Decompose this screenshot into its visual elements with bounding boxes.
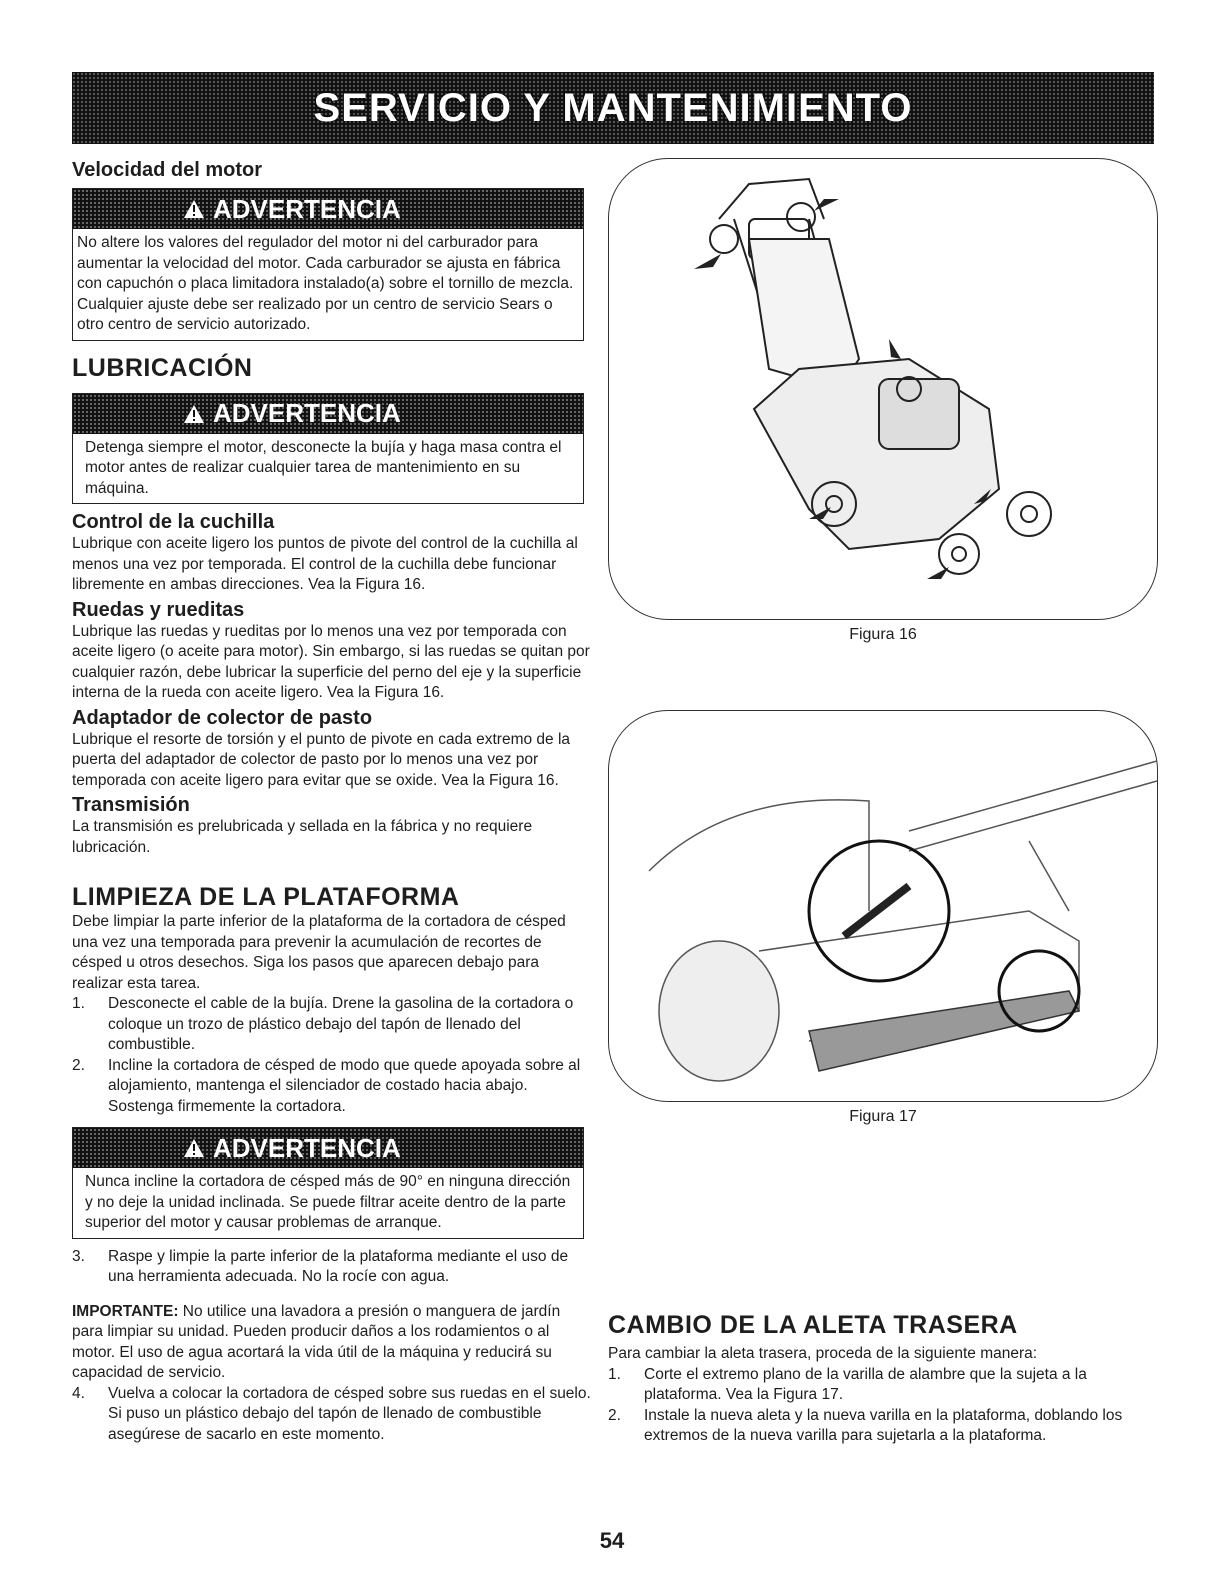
important-note: IMPORTANTE: No utilice una lavadora a presión o manguera de jardín para limpiar su unidad. Pueden producir daños a los rodamientos o al motor. El uso de agua acortará la vida útil de la máquina y reducirá su capacidad de servicio. (72, 1302, 561, 1381)
warning-text-tilt: Nunca incline la cortadora de césped más de 90° en ninguna dirección y no deje la unidad inclinada. Se puede filtrar aceite dentro de la parte superior del motor y causar problemas de arranque. (85, 1173, 571, 1231)
warning-triangle-icon (183, 404, 205, 424)
list-item: 1. Corte el extremo plano de la varilla de alambre que la sujeta a la plataforma. Vea la Figura 17. (608, 1365, 1087, 1403)
wheels-heading: Ruedas y rueditas (72, 598, 245, 621)
list-item: 2. Instale la nueva aleta y la nueva varilla en la plataforma, doblando los extremos de la nueva varilla para sujetarla a la plataforma. (608, 1406, 1123, 1444)
list-item: 3. Raspe y limpie la parte inferior de la plataforma mediante el uso de una herramienta adecuada. No la rocíe con agua. (72, 1247, 569, 1285)
page-number: 54 (599, 1528, 625, 1553)
rear-flap-section (608, 1310, 1158, 1447)
warning-header (73, 1128, 583, 1168)
grass-adapter-text: Lubrique el resorte de torsión y el punto de pivote en cada extremo de la puerta del adaptador de colector de pasto por lo menos una vez por temporada con aceite ligero para evitar que se oxide. Vea la Figura 16. (72, 730, 571, 789)
warning-box-tilt (72, 1127, 584, 1239)
warning-text-motor: No altere los valores del regulador del motor ni del carburador para aumentar la velocidad del motor. Cada carburador se ajusta en fábrica con capuchón o placa limitadora instalado(a) sobre el tornillo de mezcla. Cualquier ajuste debe ser realizado por un centro de servicio Sears o otro centro de servicio autorizado. (77, 234, 574, 333)
warning-label: ADVERTENCIA (213, 1132, 401, 1163)
warning-label: ADVERTENCIA (213, 398, 401, 428)
rear-flap-heading: CAMBIO DE LA ALETA TRASERA (608, 1311, 1018, 1339)
deck-cleaning-step-4 (72, 1384, 592, 1446)
rear-flap-steps (608, 1365, 1158, 1447)
deck-cleaning-step-3 (72, 1247, 592, 1288)
wheels-text: Lubrique las ruedas y rueditas por lo menos una vez por temporada con aceite ligero (o aceite para motor). Sin embargo, si las ruedas se quitan por cualquier razón, debe lubricar la superficie del perno del eje y la superficie interna de la rueda con aceite ligero. Vea la Figura 16. (72, 622, 590, 701)
motor-speed-heading: Velocidad del motor (72, 159, 263, 181)
blade-control-text: Lubrique con aceite ligero los puntos de pivote del control de la cuchilla al menos una vez por temporada. El control de la cuchilla debe funcionar libremente en ambas direcciones. Vea la Figura 16. (72, 535, 578, 593)
lubrication-heading: LUBRICACIÓN (72, 353, 253, 382)
list-item: 2. Incline la cortadora de césped de modo que quede apoyada sobre al alojamiento, mantenga el silenciador de costado hacia abajo. Sostenga firmemente la cortadora. (72, 1056, 581, 1115)
warning-triangle-icon (183, 1138, 205, 1158)
rear-flap-intro: Para cambiar la aleta trasera, proceda de la siguiente manera: (608, 1345, 1038, 1362)
figure-17 (608, 710, 1158, 1102)
left-column (72, 158, 592, 1445)
rear-flap-illustration (609, 711, 1157, 1101)
right-column (608, 158, 1158, 1444)
warning-label: ADVERTENCIA (213, 193, 401, 224)
warning-header (73, 394, 583, 434)
deck-cleaning-steps (72, 994, 592, 1117)
deck-cleaning-intro: Debe limpiar la parte inferior de la plataforma de la cortadora de césped una vez una temporada para prevenir la acumulación de recortes de césped u otros desechos. Siga los pasos que aparecen debajo para realizar esta tarea. (72, 913, 566, 992)
list-item: 1. Desconecte el cable de la bujía. Drene la gasolina de la cortadora o coloque un trozo de plástico debajo del tapón de llenado del combustible. (72, 995, 574, 1053)
transmission-heading: Transmisión (72, 794, 190, 816)
important-label: IMPORTANTE: (72, 1302, 179, 1320)
warning-box-motor (72, 188, 584, 341)
page-title: SERVICIO Y MANTENIMIENTO (313, 85, 913, 130)
deck-cleaning-heading: LIMPIEZA DE LA PLATAFORMA (72, 883, 460, 911)
lawn-mower-illustration (609, 159, 1157, 619)
figure-16 (608, 158, 1158, 620)
warning-header (73, 189, 583, 229)
figure-16-caption: Figura 16 (849, 626, 917, 643)
warning-box-lubrication (72, 393, 584, 505)
warning-triangle-icon (183, 199, 205, 219)
page-header-banner (72, 72, 1154, 144)
grass-adapter-heading: Adaptador de colector de pasto (72, 706, 373, 729)
list-item: 4. Vuelva a colocar la cortadora de césped sobre sus ruedas en el suelo. Si puso un plástico debajo del tapón de llenado de combustible asegúrese de sacarlo en este momento. (72, 1384, 591, 1443)
blade-control-heading: Control de la cuchilla (72, 511, 275, 533)
transmission-text: La transmisión es prelubricada y sellada en la fábrica y no requiere lubricación. (72, 818, 533, 856)
warning-text-lubrication: Detenga siempre el motor, desconecte la bujía y haga masa contra el motor antes de realizar cualquier tarea de mantenimiento en su máquina. (85, 438, 562, 497)
figure-17-caption: Figura 17 (849, 1108, 917, 1125)
